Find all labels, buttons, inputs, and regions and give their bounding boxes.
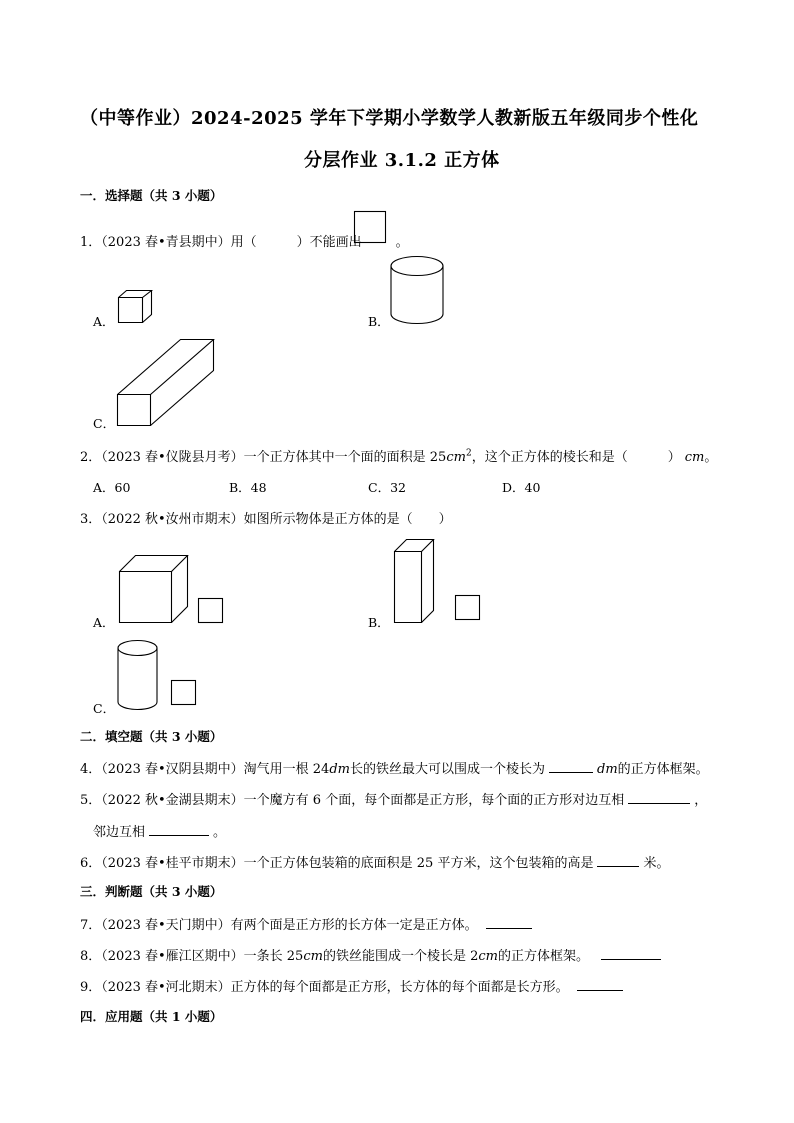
superscript-2: 2 [465,448,472,459]
answer-blank[interactable] [601,946,661,960]
answer-blank[interactable] [549,759,593,773]
question-6-end: 米。 [643,856,670,871]
question-9-text: 9．（2023 春•河北期末）正方体的每个面都是正方形，长方体的每个面都是长方形。 [80,980,569,995]
section-heading-fill: 二．填空题（共 3 小题） [80,729,223,744]
question-3: 3．（2022 秋•汝州市期末）如图所示物体是正方体的是（ ） [80,512,452,527]
long-cuboid-figure [117,339,217,429]
cube-top-face [119,291,152,298]
square-outline [199,599,223,623]
question-4-prefix: 4．（2023 春•汉阴县期中）淘气用一根 24 [80,762,330,777]
cuboid-top-face [395,540,434,552]
q1-option-c-label[interactable]: C． [93,416,116,431]
answer-blank[interactable] [486,915,532,929]
square-view-q3b [455,595,481,621]
cube-front-face [120,572,172,623]
page-title-line2: 分层作业 3.1.2 正方体 [304,150,500,171]
q3-option-c-label[interactable]: C． [93,701,116,716]
cylinder-body [118,648,157,710]
cube-top-face [120,556,188,572]
cylinder-figure-q3c [118,640,160,712]
question-7 [80,914,536,933]
page-title-line1: （中等作业）2024-2025 学年下学期小学数学人教新版五年级同步个性化 [80,108,699,129]
question-6-text: 6．（2023 春•桂平市期末）一个正方体包装箱的底面积是 25 平方米，这个包装箱的高是 [80,856,594,871]
cube-front-face [119,298,143,323]
question-8-end: 的正方体框架。 [497,949,589,964]
question-2-close: ） [667,450,681,465]
cuboid-side-face [151,340,214,426]
cube-figure-q3a [119,555,191,625]
question-4-end: 的正方体框架。 [617,762,709,777]
section-heading-application: 四．应用题（共 1 小题） [80,1009,223,1024]
question-5-line1 [80,789,707,808]
q2-option-d[interactable]: D．40 [502,480,541,495]
square-outline [172,681,196,705]
q2-option-b[interactable]: B．48 [229,480,267,495]
cylinder-top [391,257,443,276]
question-1-prefix: 1．（2023 春•青县期中）用（ [80,235,257,250]
question-2 [80,446,717,465]
answer-blank[interactable] [628,790,690,804]
answer-blank[interactable] [577,977,623,991]
square-view-q3a [198,598,224,624]
cube-side-face [172,556,188,623]
question-8 [80,945,665,964]
question-5-comma: ， [694,793,708,808]
question-2-end: 。 [704,450,718,465]
unit-cm: cm [303,949,323,964]
section-heading-choice: 一．选择题（共 3 小题） [80,188,223,203]
question-7-text: 7．（2023 春•天门期中）有两个面是正方形的长方体一定是正方体。 [80,918,478,933]
question-5-end: 。 [213,825,227,840]
unit-cm: cm [478,949,498,964]
answer-blank[interactable] [597,853,639,867]
cuboid-side-face [422,540,434,623]
q3-option-b-label[interactable]: B． [368,615,390,630]
question-2-mid: ，这个正方体的棱长和是（ [471,450,628,465]
question-2-prefix: 2．（2023 春•仪陇县月考）一个正方体其中一个面的面积是 25 [80,450,447,465]
tall-cuboid-figure-q3b [394,539,436,625]
question-1-end: 。 [395,235,409,250]
question-5-text: 5．（2022 秋•金湖县期末）一个魔方有 6 个面，每个面都是正方形，每个面的正方形对边互相 [80,793,625,808]
unit-dm: dm [329,762,350,777]
cube-side-face [143,291,152,323]
section-heading-judge: 三．判断题（共 3 小题） [80,884,223,899]
unit-cm: cm [684,450,705,465]
q1-option-a-label[interactable]: A． [93,314,115,329]
question-4-mid: 长的铁丝最大可以围成一个棱长为 [350,762,546,777]
question-5-text2: 邻边互相 [93,825,146,840]
q2-option-a[interactable]: A．60 [93,480,131,495]
q2-option-c[interactable]: C．32 [368,480,406,495]
small-cube-figure [118,290,158,326]
question-8-prefix: 8．（2023 春•雁江区期中）一条长 25 [80,949,304,964]
cuboid-top-face [118,340,214,395]
cuboid-front-face [395,552,422,623]
square-figure [354,211,390,245]
unit-dm: dm [597,762,618,777]
cylinder-figure-q1 [391,256,447,328]
q3-option-a-label[interactable]: A． [93,615,115,630]
question-1-mid: ）不能画出 [296,235,362,250]
cylinder-body [391,266,443,324]
q1-option-b-label[interactable]: B． [368,314,390,329]
square-outline [456,596,480,620]
question-9 [80,976,627,995]
question-4 [80,758,709,777]
question-8-mid: 的铁丝能围成一个棱长是 2 [322,949,479,964]
cylinder-top [118,641,157,656]
question-6 [80,852,669,871]
answer-blank[interactable] [149,822,209,836]
unit-cm: cm [446,450,466,465]
square-outline [355,212,386,243]
question-5-line2 [93,821,226,840]
square-view-q3c [171,680,197,706]
cuboid-front-face [118,395,151,426]
